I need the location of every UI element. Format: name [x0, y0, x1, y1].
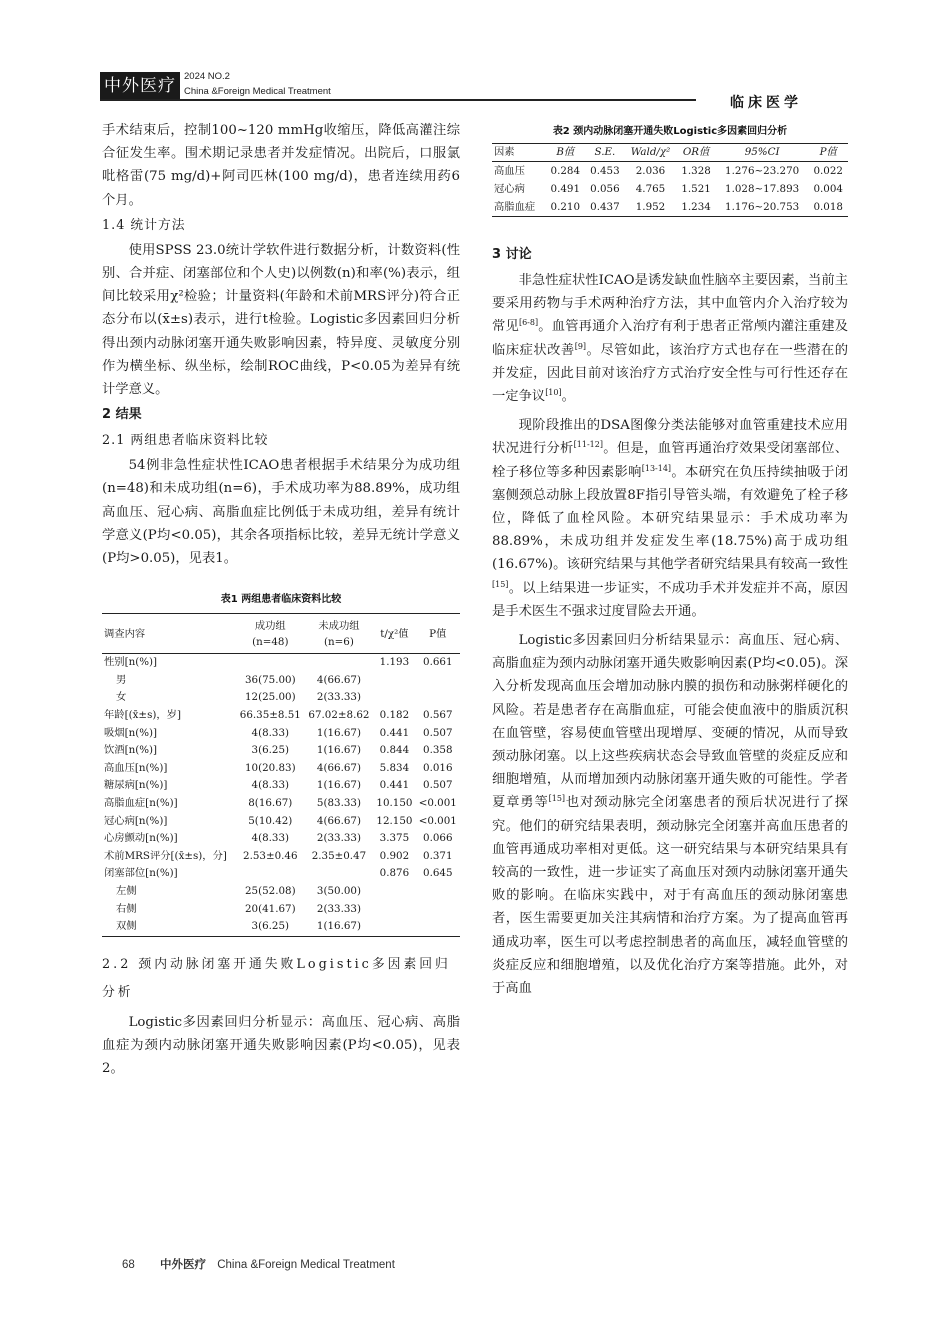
table-cell: 0.567	[423, 709, 453, 722]
table-header-cell: P值	[819, 146, 837, 158]
citation: [10]	[545, 388, 562, 398]
table-cell: <0.001	[418, 814, 457, 827]
table-cell: 36(75.00)	[244, 673, 296, 686]
table-cell: 高脂血症	[494, 201, 536, 213]
table-cell: 5.834	[379, 761, 410, 774]
table-cell: 66.35±8.51	[239, 709, 301, 722]
table-cell: 3.375	[379, 832, 410, 845]
table-header-cell: 95%CI	[744, 146, 780, 158]
table1-caption: 表1 两组患者临床资料比较	[220, 594, 342, 606]
citation: [13-14]	[641, 463, 672, 473]
table1-header-item: 调查内容	[104, 627, 146, 640]
table-cell: 1.176~20.753	[725, 201, 800, 213]
citation: [9]	[574, 341, 587, 351]
table-cell	[305, 654, 374, 672]
table-cell	[416, 883, 460, 901]
table-cell: 1(16.67)	[316, 779, 361, 792]
table1-header-stat: t/χ²值	[380, 627, 409, 640]
table-cell	[416, 689, 460, 707]
table-cell	[416, 672, 460, 690]
table-cell	[305, 865, 374, 883]
table-cell: 闭塞部位[n(%)]	[104, 867, 178, 880]
section-heading-1-4: 1.4 统计方法	[102, 217, 186, 233]
table-cell: 0.056	[590, 183, 620, 195]
table-cell: 吸烟[n(%)]	[104, 726, 158, 739]
paragraph: 54例非急性症状性ICAO患者根据手术结果分为成功组(n=48)和未成功组(n=6)，手术成功率为88.89%，成功组高血压、冠心病、高脂血症比例低于未成功组，差异有统计学意义(P均<0.05)，其余各项指标比较，差异无统计学意义(P均>0.05)，见表1。	[102, 458, 460, 567]
table-row	[102, 883, 460, 901]
table-row	[492, 162, 848, 181]
text: 。血管再通介入治疗有利于患者正常颅内灌注重建及临床症状改善	[492, 319, 849, 358]
table-cell	[373, 918, 415, 936]
table-cell: 女	[116, 691, 127, 704]
footer-journal: 中外医疗	[160, 1257, 206, 1271]
table2	[492, 143, 848, 217]
table-row	[102, 865, 460, 883]
table-cell: 饮酒[n(%)]	[104, 744, 158, 757]
table-cell: 1.234	[681, 201, 711, 213]
table-cell: 0.645	[423, 867, 453, 880]
table-cell: 10(20.83)	[244, 761, 296, 774]
text: 也对颈动脉完全闭塞患者的预后状况进行了探究。他们的研究结果表明，颈动脉完全闭塞并高血压患者的血管再通成功率相对更低。这一研究结果与本研究结果具有较高的一致性，进一步证实了高血压对颈内动脉闭塞开通失败的影响。在临床实践中，对于有高血压的颈动脉闭塞患者，医生需要更加关注其病情和治疗方案。为了提高血管再通成功率，医生可以考虑控制患者的高血压，减轻血管壁的炎症反应和细胞增殖，以及优化治疗方案等措施。此外，对于高血	[492, 795, 849, 997]
table-cell: 0.441	[379, 726, 410, 739]
table-header-cell: 因素	[494, 146, 515, 158]
section-heading-2: 2 结果	[102, 407, 142, 423]
table-cell: 3(6.25)	[251, 920, 290, 933]
table-cell	[373, 672, 415, 690]
text: Logistic多因素回归分析结果显示：高血压、冠心病、高脂血症为颈内动脉闭塞开通失败影响因素(P均<0.05)。深入分析发现高血压会增加动脉内膜的损伤和动脉粥样硬化的风险。若是患者存在高脂血症，可能会使血液中的脂质沉积在血管壁，容易使血管壁出现增厚、变硬的情况，从而导致颈动脉闭塞。以上这些疾病状态会导致血管壁的炎症反应和细胞增殖，从而增加颈内动脉闭塞开通失败的可能性。学者夏章勇等	[492, 633, 848, 811]
table-row	[102, 777, 460, 795]
table2-caption: 表2 颈内动脉闭塞开通失败Logistic多因素回归分析	[552, 126, 788, 137]
table-row	[102, 672, 460, 690]
table-row	[492, 198, 848, 217]
table-cell: 0.182	[379, 709, 410, 722]
table-cell: 12.150	[376, 814, 413, 827]
text: 。以上结果进一步证实，不成功手术并发症并不高，原因是手术医生不强求过度冒险去开通。	[492, 580, 848, 619]
table-cell: 糖尿病[n(%)]	[104, 779, 168, 792]
table-cell: 1(16.67)	[316, 744, 361, 757]
table-cell: 67.02±8.62	[308, 709, 370, 722]
citation: [15]	[492, 579, 509, 589]
page-footer	[122, 1256, 395, 1272]
journal-english-title: China &Foreign Medical Treatment	[184, 86, 331, 97]
table-cell: 0.358	[423, 744, 453, 757]
citation: [6-8]	[518, 318, 539, 328]
table-cell	[373, 689, 415, 707]
table-cell: 4(8.33)	[251, 832, 290, 845]
paragraph	[492, 414, 848, 623]
text: 。	[561, 389, 575, 405]
text: 非急性症状性ICAO是诱发缺血性脑卒主要因素，当前主要采用药物与手术两种治疗方法，其中血管内介入治疗较为常见	[492, 273, 848, 335]
table-cell: 8(16.67)	[248, 797, 293, 809]
table-cell: 0.018	[813, 201, 843, 213]
page-number: 68	[122, 1259, 135, 1271]
table-cell: 0.507	[423, 726, 453, 739]
table-cell: 1.276~23.270	[725, 165, 800, 177]
table-cell: 10.150	[376, 797, 413, 809]
table-cell: 冠心病	[494, 183, 525, 195]
text: 。本研究在负压持续抽吸于闭塞侧颈总动脉上段放置8F指引导管头端，有效避免了栓子移位，降低了血栓风险。本研究结果显示：手术成功率为88.89%，未成功组并发症发生率(18.75%)高于成功组(16.67%)。该研究结果与其他学者研究结果具有较高一致性	[492, 464, 849, 573]
table-cell: 0.004	[813, 183, 843, 195]
table-cell: 左侧	[116, 884, 137, 897]
section-title: 临床医学	[730, 95, 802, 111]
table-cell: 0.441	[379, 779, 410, 792]
table-header-cell: S.E.	[594, 146, 616, 158]
table-cell: 高血压	[494, 165, 525, 177]
journal-logo: 中外医疗	[100, 72, 180, 100]
table-row	[102, 760, 460, 778]
table-row	[102, 901, 460, 919]
table-cell	[373, 901, 415, 919]
table1	[102, 613, 460, 937]
table-cell: 2.35±0.47	[311, 849, 367, 862]
table-cell: 年龄[(x̄±s)，岁]	[104, 709, 181, 722]
table-cell: 0.661	[423, 656, 453, 669]
table-cell: 心房颤动[n(%)]	[104, 832, 178, 845]
table-cell	[236, 654, 305, 672]
paragraph	[492, 629, 848, 1000]
table1-header-p: P值	[429, 627, 447, 640]
table-cell	[236, 865, 305, 883]
table-cell: <0.001	[418, 797, 457, 809]
table-cell: 性别[n(%)]	[104, 656, 158, 669]
table-cell: 0.066	[423, 832, 453, 845]
table-cell: 4(66.67)	[316, 761, 361, 774]
table-cell: 3(50.00)	[316, 884, 361, 897]
table-cell: 2.53±0.46	[243, 849, 298, 862]
table-cell	[416, 901, 460, 919]
table-cell: 25(52.08)	[244, 884, 296, 897]
text: 现阶段推出的DSA图像分类法能够对血管重建技术应用状况进行分析	[492, 418, 848, 457]
table-cell: 3(6.25)	[251, 744, 290, 757]
table-row	[102, 654, 460, 672]
table1-header-success: 成功组	[254, 620, 286, 633]
table-cell: 4(8.33)	[251, 726, 290, 739]
table-cell: 0.453	[590, 165, 620, 177]
table1-header-fail: 未成功组	[318, 620, 360, 633]
table-row	[102, 725, 460, 743]
table-row	[102, 830, 460, 848]
table-cell: 0.284	[550, 165, 581, 177]
table-cell: 4.765	[635, 183, 666, 195]
left-column	[102, 119, 460, 1080]
table-row	[102, 689, 460, 707]
table-row	[102, 742, 460, 760]
table-row	[102, 813, 460, 831]
table-cell: 1.193	[379, 656, 410, 669]
issue-number: 2024 NO.2	[184, 71, 230, 82]
table-cell: 1.521	[681, 183, 711, 195]
section-heading-3: 3 讨论	[492, 247, 532, 262]
table-cell: 冠心病[n(%)]	[104, 814, 168, 827]
table-cell: 5(83.33)	[316, 797, 361, 809]
paragraph: Logistic多因素回归分析显示：高血压、冠心病、高脂血症为颈内动脉闭塞开通失败影响因素(P均<0.05)，见表2。	[102, 1014, 460, 1077]
table-cell: 0.210	[550, 201, 581, 213]
table1-header-success-n: (n=48)	[252, 636, 289, 649]
table-cell: 术前MRS评分[(x̄±s)，分]	[104, 849, 227, 862]
table-cell: 0.022	[813, 165, 843, 177]
text: 。但是，血管再通治疗效果受闭塞部位、栓子移位等多种因素影响	[492, 441, 848, 480]
table-row	[102, 707, 460, 725]
table-cell: 0.902	[379, 849, 410, 862]
table-row	[102, 848, 460, 866]
table-cell	[373, 883, 415, 901]
table-cell: 0.491	[550, 183, 581, 195]
table-cell: 高血压[n(%)]	[104, 761, 168, 774]
table-cell: 1(16.67)	[316, 920, 361, 933]
table-cell: 高脂血症[n(%)]	[104, 797, 178, 809]
table-cell: 12(25.00)	[244, 691, 296, 704]
header-rule	[100, 99, 696, 101]
table-cell: 0.876	[379, 867, 410, 880]
table-cell: 2(33.33)	[316, 691, 361, 704]
table-header-cell: OR值	[682, 146, 710, 158]
text: 。尽管如此，该治疗方式也存在一些潜在的并发症，因此目前对该治疗方式治疗安全性与可行性还存在一定争议	[492, 342, 849, 405]
table-cell: 5(10.42)	[248, 814, 293, 827]
table1-body	[102, 654, 460, 937]
table-cell: 0.371	[423, 849, 453, 862]
paragraph	[492, 269, 848, 408]
section-heading-2-1: 2.1 两组患者临床资料比较	[102, 433, 269, 449]
citation: [15]	[548, 794, 566, 804]
table-cell: 2.036	[635, 165, 666, 177]
table-cell: 4(8.33)	[251, 779, 290, 792]
table1-header-fail-n: (n=6)	[324, 636, 354, 649]
table-header-cell: B值	[556, 146, 575, 158]
table-cell: 1.328	[681, 165, 711, 177]
table-row	[492, 180, 848, 198]
paragraph: 使用SPSS 23.0统计学软件进行数据分析，计数资料(性别、合并症、闭塞部位和个人史)以例数(n)和率(%)表示，组间比较采用χ²检验；计量资料(年龄和术前MRS评分)符合正态分布以(x̄±s)表示，进行t检验。Logistic多因素回归分析得出颈内动脉闭塞开通失败影响因素，特异度、灵敏度分别作为横坐标、纵坐标，绘制ROC曲线，P<0.05为差异有统计学意义。	[102, 242, 460, 398]
paragraph: 手术结束后，控制100~120 mmHg收缩压，降低高灌注综合征发生率。围术期记录患者并发症情况。出院后，口服氯吡格雷(75 mg/d)+阿司匹林(100 mg/d)，患者连续用药6个月。	[102, 123, 460, 208]
table-cell: 0.437	[590, 201, 620, 213]
table-cell: 2(33.33)	[316, 902, 361, 915]
table2-header-row	[492, 144, 848, 162]
table-cell: 1.028~17.893	[725, 183, 800, 195]
table-cell: 0.844	[379, 744, 410, 757]
table-cell: 4(66.67)	[316, 673, 361, 686]
table-cell: 0.507	[423, 779, 453, 792]
table2-body	[492, 162, 848, 217]
table-cell	[416, 918, 460, 936]
table-header-cell: Wald/χ²	[630, 146, 671, 158]
table-cell: 20(41.67)	[244, 902, 296, 915]
table-cell: 1(16.67)	[316, 726, 361, 739]
table-cell: 男	[116, 673, 127, 686]
table-cell: 1.952	[635, 201, 666, 213]
table-cell: 2(33.33)	[316, 832, 361, 845]
table-cell: 0.016	[423, 761, 453, 774]
table-cell: 双侧	[116, 920, 137, 933]
table-row	[102, 918, 460, 936]
table-cell: 右侧	[116, 902, 137, 915]
section-heading-2-2: 2.2 颈内动脉闭塞开通失败Logistic多因素回归分析	[102, 956, 451, 1000]
footer-journal-english: China &Foreign Medical Treatment	[217, 1259, 395, 1271]
table-cell: 4(66.67)	[316, 814, 361, 827]
citation: [11-12]	[573, 440, 603, 450]
table-row	[102, 795, 460, 813]
